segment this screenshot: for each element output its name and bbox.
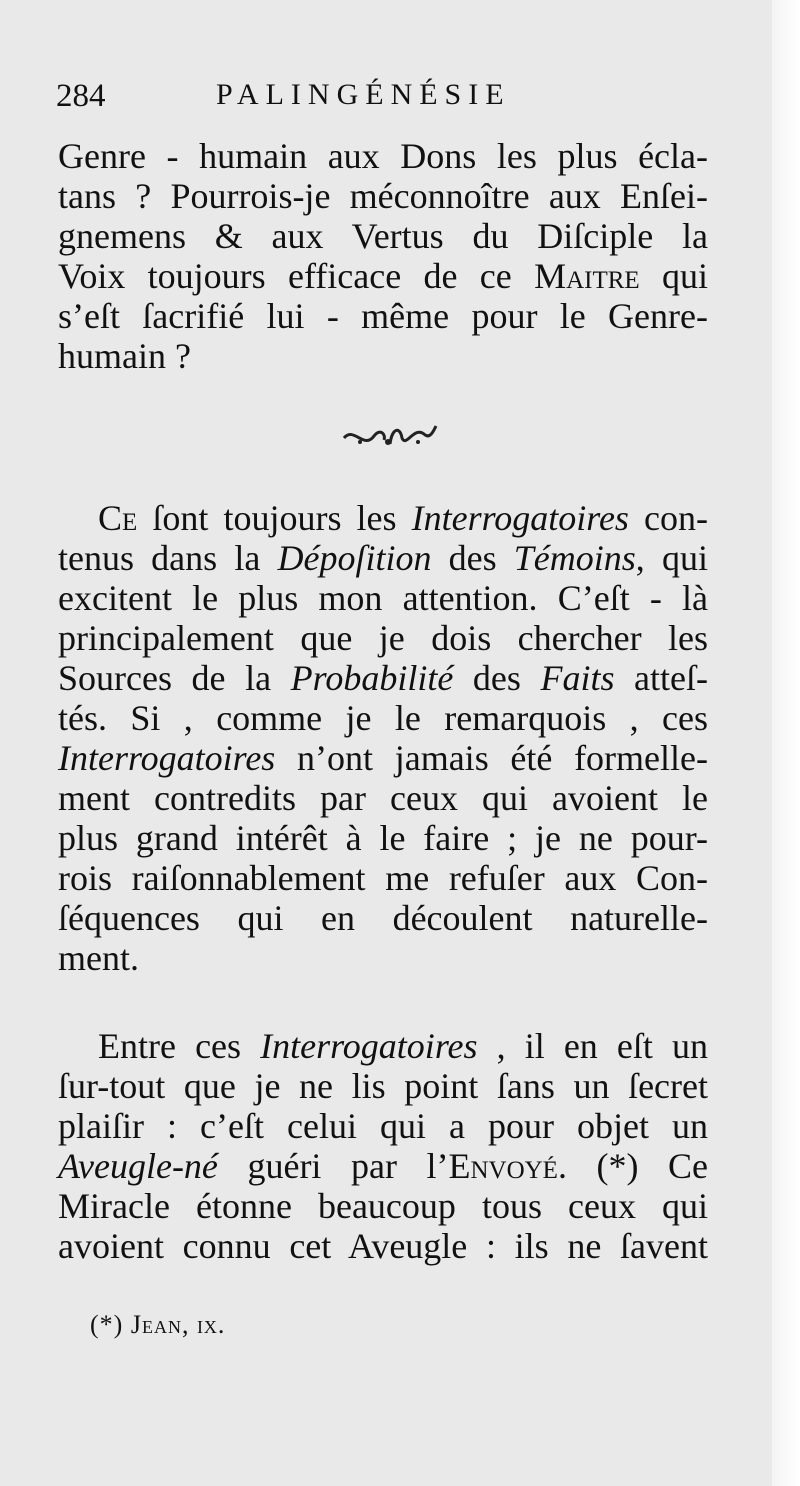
paragraph-3 — [58, 1026, 708, 1266]
text-line: ment contredits par ceux qui avoient le — [58, 778, 708, 818]
text-line: tés. Si , comme je le remarquois , ces — [58, 698, 708, 738]
text-line: ment. — [58, 938, 139, 978]
text-line: Miracle étonne beaucoup tous ceux qui — [58, 1186, 708, 1226]
text-line: Entre ces Interrogatoires , il en eſt un — [98, 1026, 708, 1066]
text-line: gnemens & aux Vertus du Diſciple la — [58, 216, 708, 256]
text-line: tans ? Pourrois-je méconnoître aux Enſei- — [58, 176, 708, 216]
text-line: tenus dans la Dépoſition des Témoins, qui — [58, 538, 708, 578]
text-line: Sources de la Probabilité des Faits atteſ- — [58, 658, 708, 698]
text-line: Voix toujours efficace de ce Maitre qui — [58, 256, 708, 296]
text-line: plaiſir : c’eſt celui qui a pour objet un — [58, 1106, 708, 1146]
running-title: PALINGÉNÉSIE — [216, 78, 511, 111]
text-line: principalement que je dois chercher les — [58, 618, 708, 658]
paragraph-2 — [58, 498, 708, 978]
text-line: Aveugle-né guéri par l’Envoyé. (*) Ce — [58, 1146, 708, 1186]
footnote-reference: Jean, ix. — [130, 1310, 226, 1339]
text-line: Interrogatoires n’ont jamais été formelle- — [58, 738, 708, 778]
text-line: rois raiſonnablement me refuſer aux Con- — [58, 858, 708, 898]
footnote — [90, 1310, 225, 1340]
fleuron-ornament — [340, 420, 440, 454]
page-header — [56, 78, 696, 126]
text-line: humain ? — [58, 336, 191, 376]
text-line: s’eſt ſacrifié lui - même pour le Genre- — [58, 296, 708, 336]
text-line: avoient connu cet Aveugle : ils ne ſavent — [58, 1226, 708, 1266]
paragraph-1 — [58, 136, 708, 376]
page-margin — [772, 0, 800, 1486]
text-line: Ce ſont toujours les Interrogatoires con- — [98, 498, 709, 538]
text-line: ſur-tout que je ne lis point ſans un ſecret — [58, 1066, 708, 1106]
page-number: 284 — [56, 78, 106, 114]
text-line: excitent le plus mon attention. C’eſt - là — [58, 578, 708, 618]
footnote-marker: (*) — [90, 1310, 131, 1339]
text-line: Genre - humain aux Dons les plus écla- — [58, 136, 708, 176]
text-line: ſéquences qui en découlent naturelle- — [58, 898, 708, 938]
text-line: plus grand intérêt à le faire ; je ne pour- — [58, 818, 708, 858]
